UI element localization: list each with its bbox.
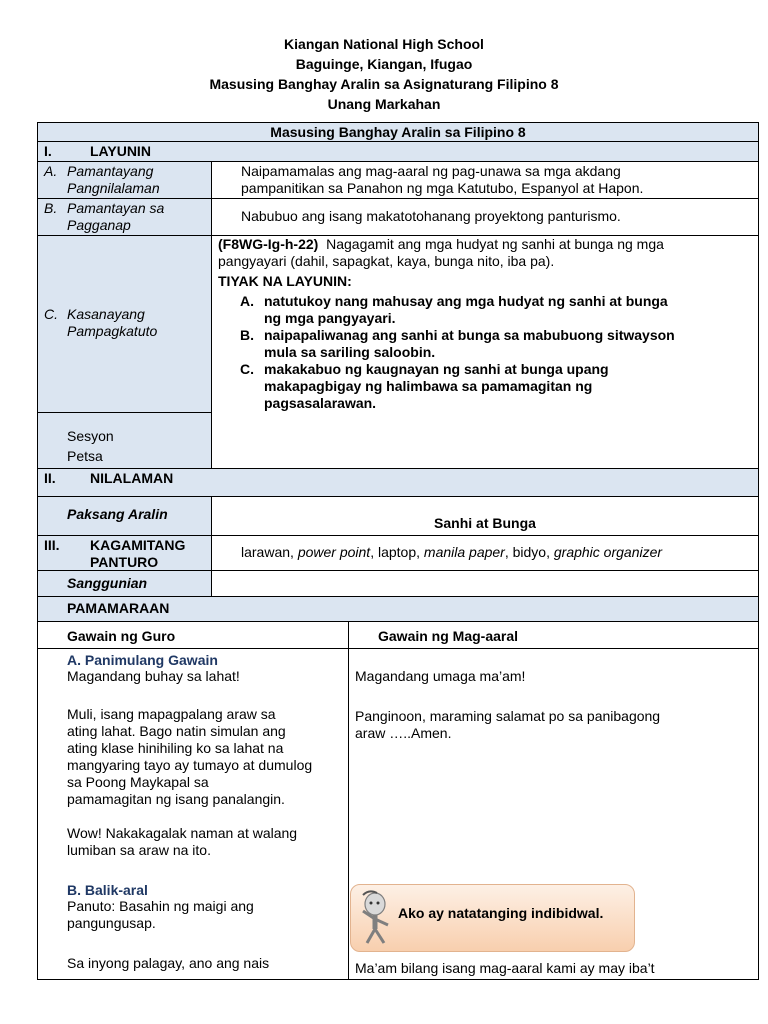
a-letter: A.	[44, 163, 58, 179]
mag-aaral-answer: Ma’am bilang isang mag-aaral kami ay may iba’t	[355, 960, 655, 976]
kagamitan-label-cell	[38, 536, 212, 570]
document-header	[0, 34, 768, 114]
table-title: Masusing Banghay Aralin sa Filipino 8	[270, 124, 526, 140]
kagamitan-row	[38, 536, 758, 571]
guro-prayer-line: ating lahat. Bago natin simulan ang	[67, 723, 286, 739]
guro-greeting: Magandang buhay sa lahat!	[67, 668, 240, 684]
b-letter: B.	[44, 200, 58, 216]
a-label-line: Pangnilalaman	[67, 180, 160, 196]
guro-prayer-line: pamamagitan ng isang panalangin.	[67, 791, 285, 807]
b-text: Nabubuo ang isang makatotohanang proyektong panturismo.	[241, 208, 621, 224]
guro-prayer-line: Muli, isang mapagpalang araw sa	[67, 706, 276, 722]
callout-text: Ako ay natatanging indibidwal.	[398, 905, 604, 921]
material-text: manila paper	[423, 544, 505, 560]
kagamitan-label-line: KAGAMITANG	[90, 537, 186, 553]
gawain-mag-aaral-header-cell	[349, 622, 758, 648]
tiyak-line: naipapaliwanag ang sanhi at bunga sa mabubuong sitwayson	[264, 327, 675, 343]
guro-wow-line: lumiban sa araw na ito.	[67, 842, 211, 858]
gawain-guro-header: Gawain ng Guro	[67, 628, 176, 644]
b-label-line: Pagganap	[67, 217, 131, 233]
tiyak-item-a	[218, 293, 723, 327]
tiyak-item-b	[218, 327, 723, 361]
material-text: larawan,	[241, 544, 298, 560]
mag-aaral-prayer-line: Panginoon, maraming salamat po sa panibagong	[355, 708, 661, 724]
guro-wow	[67, 825, 297, 859]
paksang-aralin-value: Sanhi at Bunga	[434, 515, 536, 531]
tiyak-letter: C.	[240, 361, 254, 377]
layunin-number: I.	[44, 143, 52, 159]
tiyak-letter: A.	[240, 293, 254, 309]
mag-aaral-prayer-line: araw …..Amen.	[355, 725, 452, 741]
nilalaman-label: NILALAMAN	[90, 470, 174, 486]
guro-wow-line: Wow! Nakakagalak naman at walang	[67, 825, 298, 841]
guro-prayer-line: sa Poong Maykapal sa	[67, 774, 209, 790]
kasanayang-label-column	[38, 236, 212, 468]
tiyak-line: makakabuo ng kaugnayan ng sanhi at bunga upang	[264, 361, 609, 377]
a-text-line: Naipamamalas ang mag-aaral ng pag-unawa sa mga akdang	[241, 163, 621, 179]
school-address: Baguinge, Kiangan, Ifugao	[295, 56, 473, 72]
tiyak-letter: B.	[240, 327, 254, 343]
tiyak-line: natutukoy nang mahusay ang mga hudyat ng sanhi at bunga	[264, 293, 668, 309]
a-label-line: Pamantayang	[67, 163, 154, 179]
pamantayan-sa-pagganap-row	[38, 199, 758, 236]
a-label	[67, 163, 160, 197]
pamantayang-pangnilalaman-label	[38, 162, 212, 198]
guro-prayer-line: ating klase hinihiling ko sa lahat na	[67, 740, 284, 756]
pamantayan-sa-pagganap-value	[212, 199, 758, 235]
b-label-line: Pamantayan sa	[67, 200, 165, 216]
nilalaman-number: II.	[44, 470, 56, 486]
paksang-aralin-label-cell	[38, 497, 212, 535]
competency-text: Nagagamit ang mga hudyat ng sanhi at bunga ng mga	[326, 236, 664, 252]
balik-aral-heading: B. Balik-aral	[67, 882, 148, 898]
kasanayang-pampagkatuto-row	[38, 236, 758, 469]
sesyon-label: Sesyon	[67, 428, 114, 444]
sanggunian-value-cell	[212, 571, 758, 596]
kagamitan-value	[241, 544, 662, 561]
panuto-line: Panuto: Basahin ng maigi ang	[67, 898, 254, 914]
pamantayang-pangnilalaman-row	[38, 162, 758, 199]
stick-figure-icon	[355, 889, 395, 947]
pamamaraan-row	[38, 597, 758, 622]
guro-question: Sa inyong palagay, ano ang nais	[67, 955, 270, 971]
a-text-line: pampanitikan sa Panahon ng mga Katutubo, Espanyol at Hapon.	[241, 180, 644, 196]
layunin-row	[38, 142, 758, 162]
kagamitan-number: III.	[44, 537, 60, 553]
material-text: , bidyo,	[504, 544, 554, 560]
tiyak-heading: TIYAK NA LAYUNIN:	[218, 273, 352, 289]
guro-prayer	[67, 706, 343, 808]
paksang-aralin-label: Paksang Aralin	[67, 506, 168, 522]
petsa-label: Petsa	[67, 448, 103, 464]
material-text: , laptop,	[370, 544, 424, 560]
sanggunian-row	[38, 571, 758, 597]
mag-aaral-greeting: Magandang umaga ma’am!	[355, 668, 526, 684]
gawain-mag-aaral-header: Gawain ng Mag-aaral	[378, 628, 519, 644]
callout-box	[350, 884, 635, 952]
sanggunian-label-cell	[38, 571, 212, 596]
layunin-label: LAYUNIN	[90, 143, 151, 159]
tiyak-line: pagsasalarawan.	[264, 395, 377, 411]
panuto	[67, 898, 254, 932]
gawain-header-row	[38, 622, 758, 649]
material-text: graphic organizer	[553, 544, 663, 560]
table-title-row	[38, 123, 758, 142]
competency-code: (F8WG-Ig-h-22)	[218, 236, 319, 252]
kasanayang-label	[38, 236, 211, 413]
sanggunian-label: Sanggunian	[67, 575, 148, 591]
c-label-line: Pampagkatuto	[67, 323, 158, 339]
pamamaraan-label: PAMAMARAAN	[67, 600, 170, 616]
kasanayang-value	[212, 236, 758, 468]
mag-aaral-prayer	[355, 708, 719, 742]
tiyak-line: ng mga pangyayari.	[264, 310, 396, 326]
school-name: Kiangan National High School	[284, 36, 484, 52]
tiyak-line: makapagbigay ng halimbawa sa pamamagitan ng	[264, 378, 593, 394]
paksang-aralin-value-cell	[212, 497, 758, 535]
c-letter: C.	[44, 306, 58, 322]
competency-text-line: pangyayari (dahil, sapagkat, kaya, bunga nito, iba pa).	[218, 253, 555, 269]
guro-prayer-line: mangyaring tayo ay tumayo at dumulog	[67, 757, 313, 773]
sesyon-petsa-label	[38, 413, 211, 468]
kagamitan-value-cell	[212, 536, 758, 570]
c-label-line: Kasanayang	[67, 306, 145, 322]
plan-title: Masusing Banghay Aralin sa Asignaturang Filipino 8	[209, 76, 559, 92]
pamantayang-pangnilalaman-value	[212, 162, 758, 198]
material-text: power point	[297, 544, 371, 560]
nilalaman-row	[38, 469, 758, 497]
gawain-guro-column	[38, 649, 349, 979]
tiyak-line: mula sa sariling saloobin.	[264, 344, 436, 360]
pamantayan-sa-pagganap-label	[38, 199, 212, 235]
tiyak-item-c	[218, 361, 723, 412]
panuto-line: pangungusap.	[67, 915, 156, 931]
kagamitan-label-line: PANTURO	[90, 554, 159, 570]
panimulang-gawain-heading: A. Panimulang Gawain	[67, 652, 218, 668]
quarter-label: Unang Markahan	[327, 96, 441, 112]
gawain-guro-header-cell	[38, 622, 349, 648]
paksang-aralin-row	[38, 497, 758, 536]
lesson-plan-table	[37, 122, 759, 980]
